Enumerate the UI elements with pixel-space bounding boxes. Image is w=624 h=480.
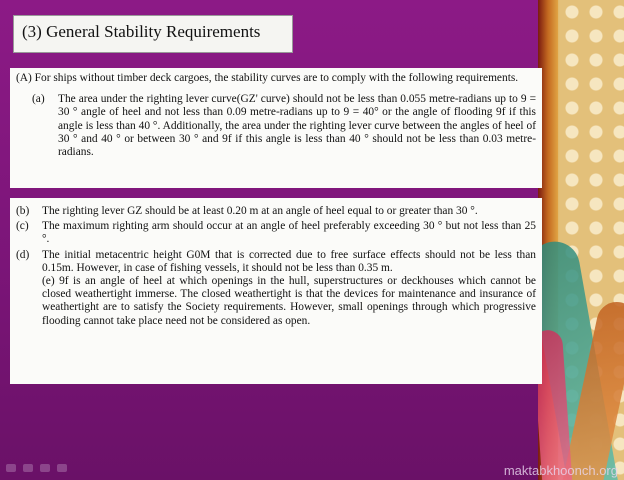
item-a-text: The area under the righting lever curve(GZ' curve) should not be less than 0.055 metre-radians up to 9 = 30 ° angle of heel and not less than 0.09 metre-radians up to 9 = 40° or the angle of flooding 9f if this angle is less than 40 °. Additionally, the area under the righting lever curve between the angles of heel of 30 ° and 40 ° or between 30 ° and 9f if this angle is less than 40 ° should not be less than 0.03 metre-radians. (58, 93, 536, 159)
decorative-border (538, 0, 624, 480)
item-d (16, 249, 536, 328)
slide-nav-controls[interactable] (6, 464, 67, 472)
slide-title (13, 15, 293, 53)
watermark-text: maktabkhoonch.org (503, 463, 618, 478)
requirements-panel-b (10, 198, 542, 384)
requirements-panel-a (10, 68, 542, 188)
item-c (16, 220, 536, 246)
item-c-label: (c) (16, 220, 29, 233)
prev-slide-icon[interactable] (6, 464, 16, 472)
section-a-intro: (A) For ships without timber deck cargoes, the stability curves are to comply with the following requirements. (16, 72, 519, 84)
item-b-label: (b) (16, 205, 30, 217)
item-a-label: (a) (32, 93, 45, 106)
item-a (32, 93, 536, 159)
item-c-text: The maximum righting arm should occur at an angle of heel preferably exceeding 30 ° but not less than 25 °. (42, 220, 536, 246)
slide-title-text: (3) General Stability Requirements (22, 22, 261, 41)
next-slide-icon[interactable] (57, 464, 67, 472)
item-e-text: (e) 9f is an angle of heel at which openings in the hull, superstructures or deckhouses which cannot be closed weathertight immerse. The closed weathertight is that the devices for maintenance and insurance of weathertight are to satisfy the Society requirements. However, small openings through which progressive flooding cannot take place need not be considered as open. (42, 275, 536, 327)
menu-icon[interactable] (40, 464, 50, 472)
item-d-body (42, 249, 536, 328)
item-b-text: The righting lever GZ should be at least 0.20 m at an angle of heel equal to or greater than 30 °. (42, 205, 478, 217)
pen-icon[interactable] (23, 464, 33, 472)
item-d-label: (d) (16, 248, 30, 261)
item-d-text: The initial metacentric height G0M that is corrected due to free surface effects should not be less than 0.15m. However, in case of fishing vessels, it should not be less than 0.35 m. (42, 248, 536, 274)
item-b (16, 205, 536, 218)
